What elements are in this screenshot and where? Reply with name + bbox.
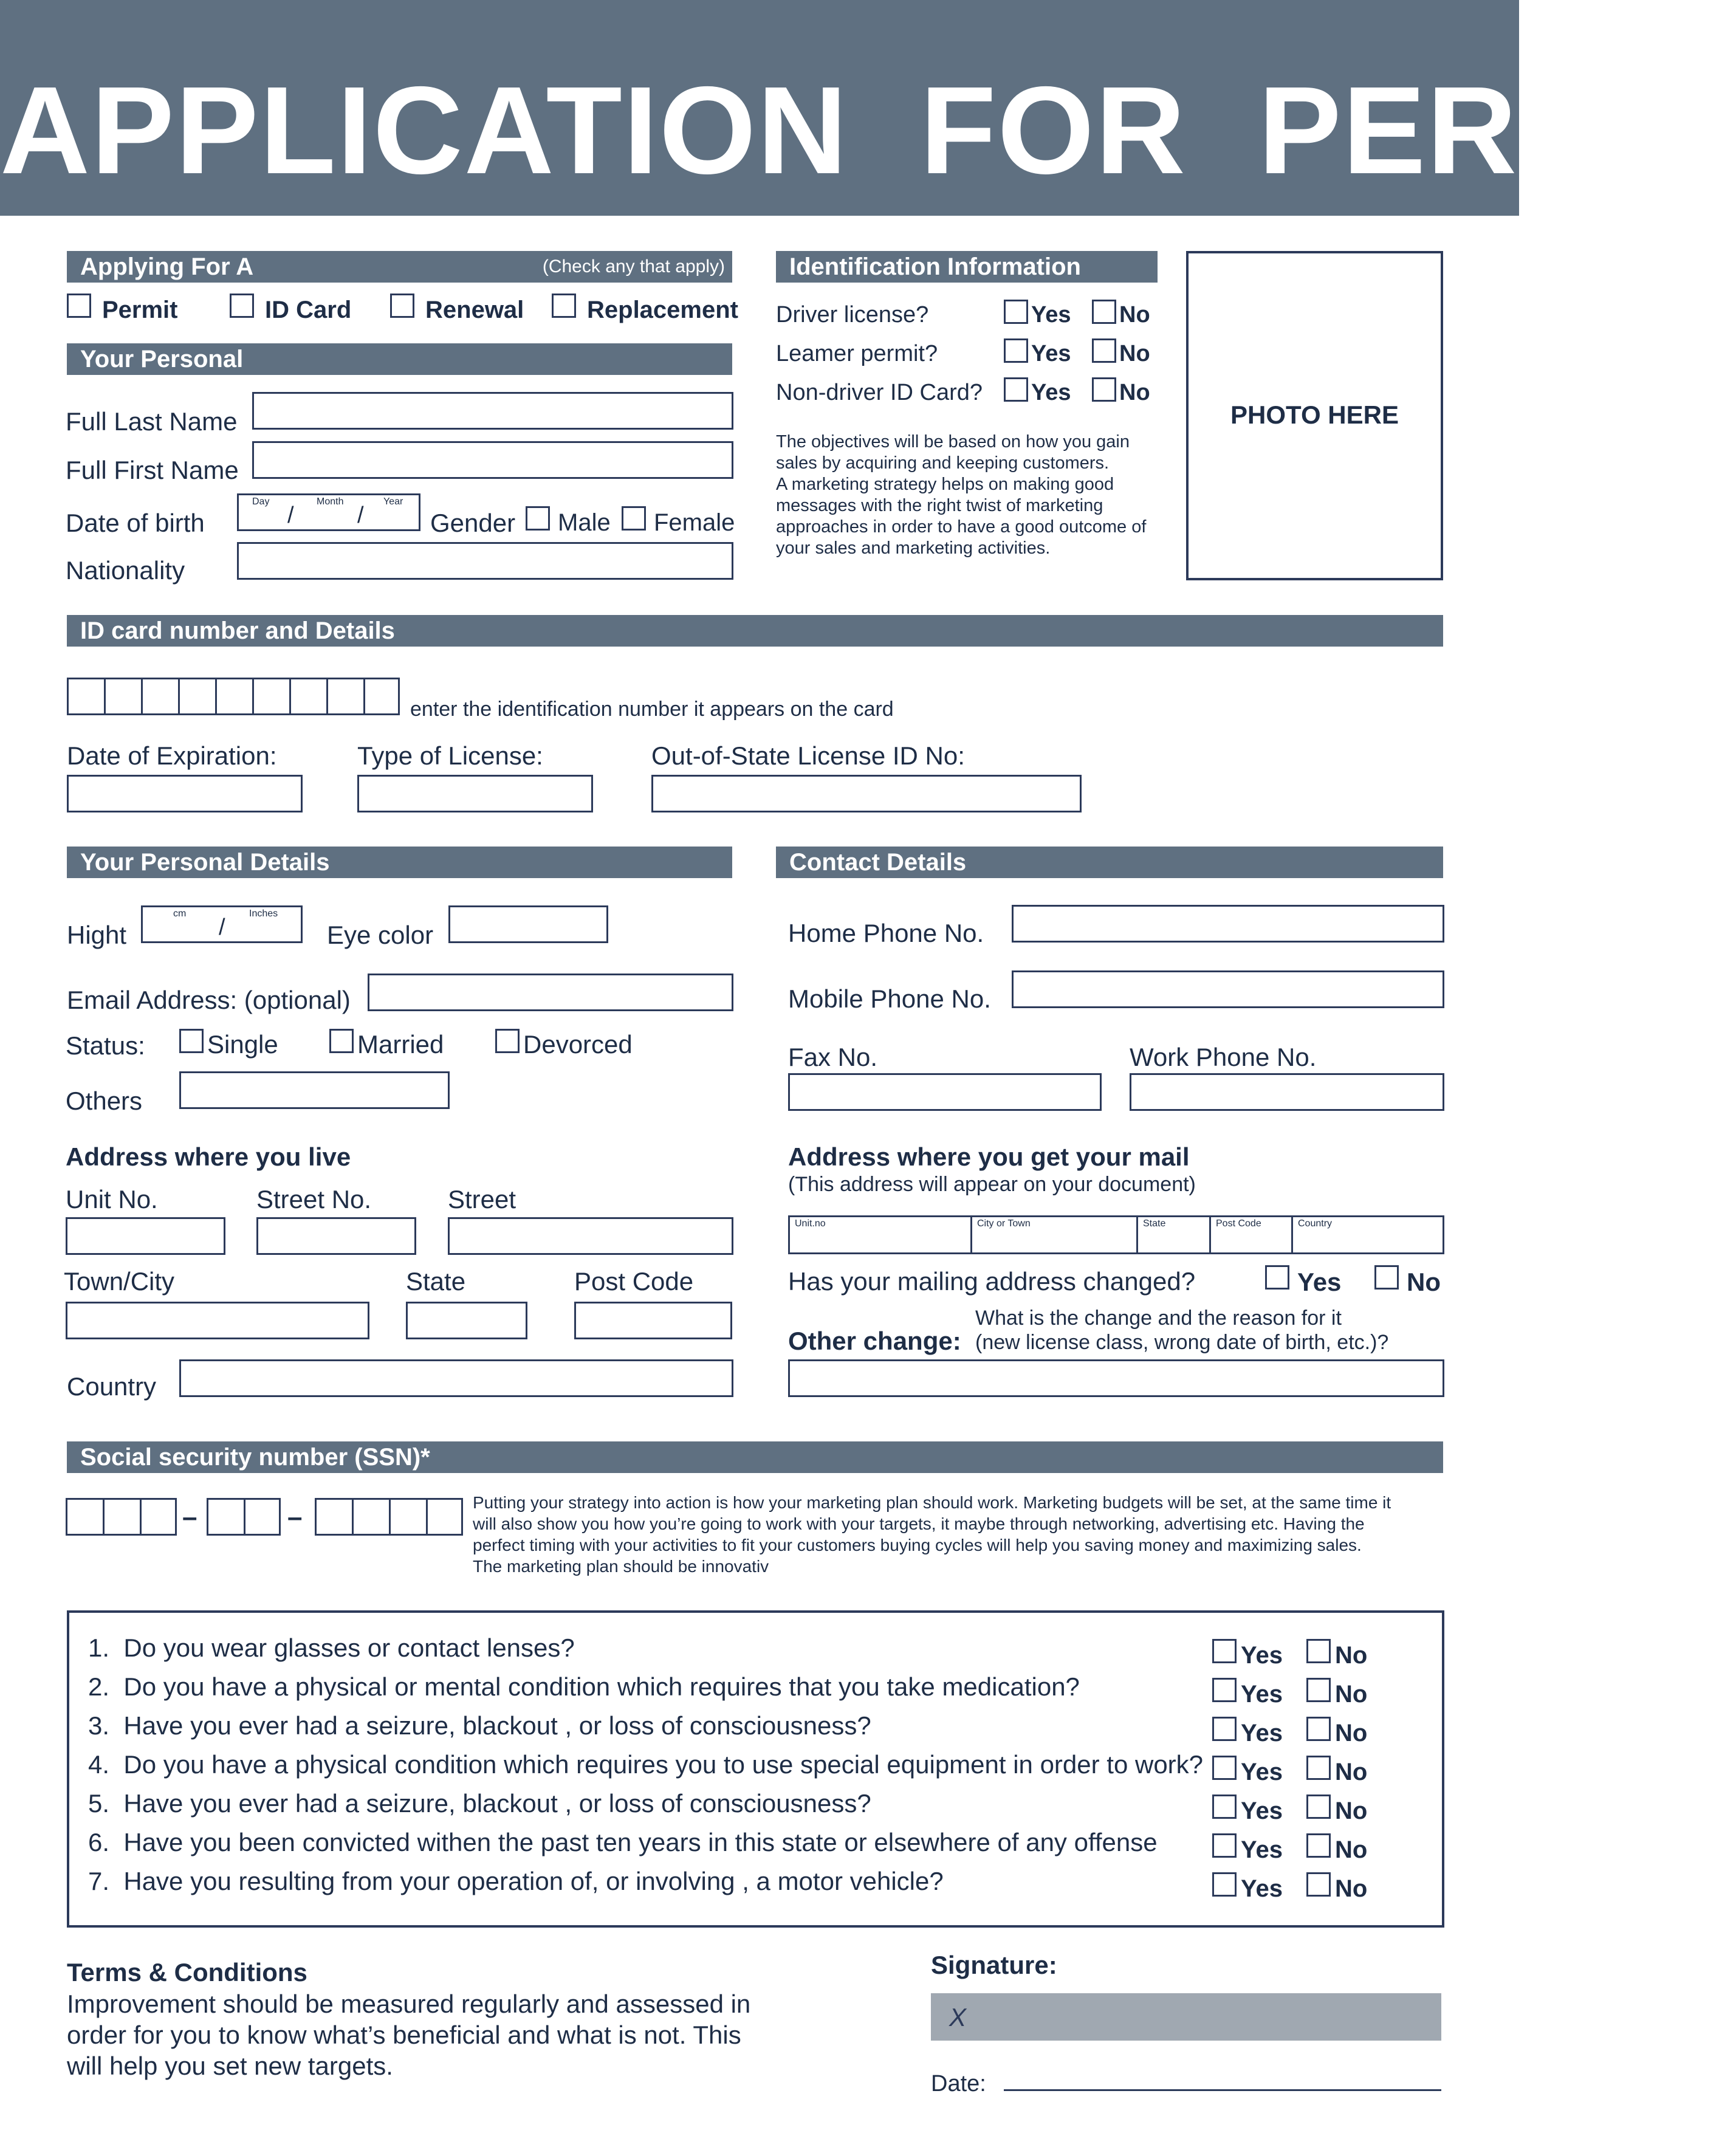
identification-paragraph-line: approaches in order to have a good outcome of: [776, 517, 1147, 537]
id-number-cells[interactable]: [67, 678, 400, 715]
eye-color-field[interactable]: [448, 905, 608, 943]
question-5-yes-label: Yes: [1241, 1798, 1283, 1824]
email-label: Email Address: (optional): [67, 986, 351, 1014]
ssn-cell[interactable]: [66, 1498, 103, 1536]
terms-heading: Terms & Conditions: [67, 1958, 307, 1987]
identification-heading: Identification Information: [789, 253, 1081, 280]
question-7: 7. Have you resulting from your operation of, or involving , a motor vehicle?: [88, 1867, 944, 1895]
expiration-field[interactable]: [67, 775, 303, 812]
other-change-label: Other change:: [788, 1327, 961, 1355]
id-number-cell[interactable]: [326, 678, 363, 715]
question-4-yes-checkbox[interactable]: [1212, 1756, 1237, 1780]
dob-month-label: Month: [317, 496, 344, 507]
contact-section-header: [776, 847, 1443, 878]
driver-license-no-checkbox[interactable]: [1092, 300, 1116, 324]
ssn-cell[interactable]: [315, 1498, 352, 1536]
permit-checkbox[interactable]: [67, 294, 91, 318]
nationality-label: Nationality: [66, 556, 185, 585]
identification-paragraph: [776, 431, 1177, 559]
identification-paragraph-line: sales by acquiring and keeping customers.: [776, 453, 1110, 473]
question-7-yes-checkbox[interactable]: [1212, 1872, 1237, 1897]
question-4: 4. Do you have a physical condition which requires you to use special equipment in order to work?: [88, 1750, 1204, 1779]
question-2-yes-label: Yes: [1241, 1681, 1283, 1708]
female-label: Female: [654, 509, 735, 536]
question-2-yes-checkbox[interactable]: [1212, 1678, 1237, 1702]
question-6: 6. Have you been convicted withen the past ten years in this state or elsewhere of any offense: [88, 1828, 1158, 1856]
ssn-paragraph-line: The marketing plan should be innovativ: [473, 1557, 769, 1576]
question-4-no-label: No: [1335, 1759, 1368, 1785]
nationality-field[interactable]: [237, 542, 733, 580]
mail-changed-no-checkbox[interactable]: [1374, 1265, 1399, 1290]
dob-label: Date of birth: [66, 509, 205, 537]
home-phone-label: Home Phone No.: [788, 919, 984, 947]
license-type-label: Type of License:: [357, 741, 543, 770]
question-2: 2. Do you have a physical or mental condition which requires that you take medication?: [88, 1672, 1080, 1701]
address-mail-heading: Address where you get your mail: [788, 1142, 1190, 1171]
replacement-label: Replacement: [587, 297, 738, 323]
expiration-label: Date of Expiration:: [67, 741, 277, 770]
email-field[interactable]: [368, 974, 733, 1011]
height-field[interactable]: [141, 905, 303, 943]
fax-field[interactable]: [788, 1073, 1102, 1111]
personal-heading: Your Personal: [80, 346, 244, 373]
identification-paragraph-line: The objectives will be based on how you gain: [776, 432, 1130, 452]
driver-license-no-label: No: [1119, 302, 1150, 328]
ssn-cell[interactable]: [426, 1498, 463, 1536]
others-field[interactable]: [179, 1071, 450, 1109]
post-code-field[interactable]: [574, 1302, 732, 1339]
learner-permit-no-label: No: [1119, 341, 1150, 366]
question-5-no-label: No: [1335, 1798, 1368, 1824]
mail-col-unit[interactable]: [790, 1217, 972, 1252]
ssn-paragraph-line: will also show you how you’re going to work with your targets, it maybe through networking, advertising etc. Having the: [473, 1514, 1365, 1533]
details-section-header: [67, 847, 732, 878]
id-number-cell[interactable]: [252, 678, 289, 715]
work-phone-field[interactable]: [1130, 1073, 1444, 1111]
photo-label: PHOTO HERE: [1230, 400, 1399, 429]
male-label: Male: [558, 509, 611, 536]
applying-section-header: [67, 251, 732, 283]
id-number-cell[interactable]: [67, 678, 104, 715]
ssn-cell[interactable]: [103, 1498, 140, 1536]
mail-col-country-label: Country: [1298, 1218, 1333, 1229]
renewal-label: Renewal: [425, 297, 524, 323]
mail-changed-yes-checkbox[interactable]: [1265, 1265, 1289, 1290]
question-1-yes-checkbox[interactable]: [1212, 1639, 1237, 1663]
license-type-field[interactable]: [357, 775, 593, 812]
ssn-cell[interactable]: [352, 1498, 389, 1536]
question-3-yes-checkbox[interactable]: [1212, 1717, 1237, 1741]
contact-heading: Contact Details: [789, 849, 967, 876]
work-phone-label: Work Phone No.: [1130, 1043, 1317, 1071]
town-field[interactable]: [66, 1302, 369, 1339]
street-no-field[interactable]: [256, 1217, 416, 1255]
identification-paragraph-line: your sales and marketing activities.: [776, 538, 1051, 558]
question-4-no-checkbox[interactable]: [1306, 1756, 1331, 1780]
mail-col-state-label: State: [1143, 1218, 1166, 1229]
ssn-part-2[interactable]: [207, 1498, 281, 1536]
renewal-checkbox[interactable]: [390, 294, 414, 318]
ssn-cell[interactable]: [244, 1498, 281, 1536]
question-1-yes-label: Yes: [1241, 1642, 1283, 1669]
ssn-dash-2: –: [287, 1502, 303, 1532]
ssn-cell[interactable]: [140, 1498, 177, 1536]
ssn-part-1[interactable]: [66, 1498, 177, 1536]
question-1-no-label: No: [1335, 1642, 1368, 1669]
height-label: Hight: [67, 921, 127, 949]
id-number-cell[interactable]: [141, 678, 178, 715]
other-change-hint-1: What is the change and the reason for it: [975, 1307, 1342, 1330]
mobile-phone-field[interactable]: [1012, 970, 1444, 1008]
unit-no-field[interactable]: [66, 1217, 225, 1255]
other-change-field[interactable]: [788, 1359, 1444, 1397]
question-3: 3. Have you ever had a seizure, blackout , or loss of consciousness?: [88, 1711, 871, 1740]
non-driver-id-label: Non-driver ID Card?: [776, 380, 983, 405]
ssn-paragraph-line: Putting your strategy into action is how your marketing plan should work. Marketing budgets will be set, at the same time it: [473, 1493, 1391, 1512]
idcard-section-header: [67, 615, 1443, 647]
address-live-heading: Address where you live: [66, 1142, 351, 1171]
gender-label: Gender: [430, 509, 516, 537]
signature-label: Signature:: [931, 1951, 1057, 1979]
date-label: Date:: [931, 2071, 986, 2097]
female-checkbox[interactable]: [622, 506, 646, 531]
male-checkbox[interactable]: [526, 506, 550, 531]
permit-label: Permit: [102, 297, 178, 323]
question-2-no-label: No: [1335, 1681, 1368, 1708]
terms-line: order for you to know what’s beneficial and what is not. This: [67, 2021, 741, 2049]
question-5: 5. Have you ever had a seizure, blackout , or loss of consciousness?: [88, 1789, 871, 1818]
ssn-part-3[interactable]: [315, 1498, 463, 1536]
last-name-label: Full Last Name: [66, 407, 238, 436]
ssn-cell[interactable]: [389, 1498, 426, 1536]
country-field[interactable]: [179, 1359, 733, 1397]
mail-col-city[interactable]: [972, 1217, 1138, 1252]
height-inches-label: Inches: [249, 908, 278, 919]
non-driver-id-no-label: No: [1119, 380, 1150, 405]
mail-col-post-label: Post Code: [1216, 1218, 1261, 1229]
divorced-label: Devorced: [523, 1030, 633, 1059]
mail-changed-no-label: No: [1407, 1268, 1441, 1296]
mail-col-state[interactable]: [1138, 1217, 1211, 1252]
id-number-cell[interactable]: [289, 678, 326, 715]
non-driver-id-yes-checkbox[interactable]: [1004, 377, 1028, 402]
divorced-checkbox[interactable]: [495, 1029, 520, 1053]
non-driver-id-no-checkbox[interactable]: [1092, 377, 1116, 402]
terms-line: will help you set new targets.: [67, 2052, 393, 2080]
single-checkbox[interactable]: [179, 1029, 204, 1053]
page-title: APPLICATION FOR PERMIT: [0, 61, 1736, 200]
signature-field[interactable]: [931, 1993, 1441, 2041]
out-of-state-label: Out-of-State License ID No:: [651, 741, 965, 770]
mail-col-post[interactable]: [1211, 1217, 1293, 1252]
mail-changed-label: Has your mailing address changed?: [788, 1267, 1196, 1296]
height-slash: /: [219, 915, 225, 940]
mail-address-field[interactable]: [788, 1215, 1444, 1254]
details-heading: Your Personal Details: [80, 849, 330, 876]
driver-license-yes-checkbox[interactable]: [1004, 300, 1028, 324]
state-label: State: [406, 1267, 466, 1296]
ssn-paragraph: [473, 1492, 1445, 1577]
non-driver-id-yes-label: Yes: [1031, 380, 1071, 405]
question-3-no-checkbox[interactable]: [1306, 1717, 1331, 1741]
question-1: 1. Do you wear glasses or contact lenses?: [88, 1633, 575, 1662]
question-4-yes-label: Yes: [1241, 1759, 1283, 1785]
terms-text: [67, 1988, 750, 2081]
id-number-hint: enter the identification number it appears on the card: [410, 698, 894, 721]
single-label: Single: [207, 1030, 278, 1059]
eye-color-label: Eye color: [327, 921, 434, 949]
home-phone-field[interactable]: [1012, 905, 1444, 943]
question-6-yes-label: Yes: [1241, 1836, 1283, 1863]
id-number-cell[interactable]: [215, 678, 252, 715]
learner-permit-yes-checkbox[interactable]: [1004, 338, 1028, 363]
driver-license-label: Driver license?: [776, 302, 929, 328]
question-6-yes-checkbox[interactable]: [1212, 1833, 1237, 1858]
replacement-checkbox[interactable]: [552, 294, 576, 318]
ssn-heading: Social security number (SSN)*: [80, 1444, 430, 1471]
learner-permit-yes-label: Yes: [1031, 341, 1071, 366]
signature-placeholder: X: [949, 2003, 967, 2032]
mail-col-unit-label: Unit.no: [795, 1218, 826, 1229]
other-change-hint-2: (new license class, wrong date of birth, etc.)?: [975, 1331, 1389, 1354]
question-5-no-checkbox[interactable]: [1306, 1795, 1331, 1819]
idcard-heading: ID card number and Details: [80, 617, 395, 644]
married-checkbox[interactable]: [329, 1029, 354, 1053]
learner-permit-no-checkbox[interactable]: [1092, 338, 1116, 363]
dob-field[interactable]: [237, 493, 420, 531]
state-field[interactable]: [406, 1302, 527, 1339]
street-label: Street: [448, 1185, 516, 1214]
married-label: Married: [357, 1030, 444, 1059]
applying-hint: (Check any that apply): [542, 256, 725, 276]
question-6-no-checkbox[interactable]: [1306, 1833, 1331, 1858]
mail-changed-yes-label: Yes: [1297, 1268, 1342, 1296]
ssn-paragraph-line: perfect timing with your activities to fit your customers buying cycles will help you saving money and maximizing sales.: [473, 1536, 1362, 1554]
dob-year-label: Year: [383, 496, 403, 507]
ssn-section-header: [67, 1441, 1443, 1473]
ssn-cell[interactable]: [207, 1498, 244, 1536]
terms-line: Improvement should be measured regularly and assessed in: [67, 1990, 751, 2018]
mail-col-city-label: City or Town: [977, 1218, 1031, 1229]
id-card-label: ID Card: [265, 297, 352, 323]
street-no-label: Street No.: [256, 1185, 372, 1214]
question-1-no-checkbox[interactable]: [1306, 1639, 1331, 1663]
question-7-yes-label: Yes: [1241, 1875, 1283, 1902]
id-card-checkbox[interactable]: [230, 294, 254, 318]
question-2-no-checkbox[interactable]: [1306, 1678, 1331, 1702]
applying-heading: Applying For A: [80, 253, 254, 280]
question-3-yes-label: Yes: [1241, 1720, 1283, 1746]
first-name-field[interactable]: [252, 441, 733, 479]
identification-paragraph-line: messages with the right twist of marketing: [776, 496, 1103, 515]
date-line[interactable]: [1004, 2089, 1441, 2091]
identification-section-header: [776, 251, 1158, 283]
out-of-state-field[interactable]: [651, 775, 1082, 812]
question-7-no-checkbox[interactable]: [1306, 1872, 1331, 1897]
address-mail-subtitle: (This address will appear on your document): [788, 1173, 1196, 1196]
first-name-label: Full First Name: [66, 456, 239, 484]
mail-col-country[interactable]: [1293, 1217, 1443, 1252]
status-label: Status:: [66, 1031, 145, 1060]
mobile-phone-label: Mobile Phone No.: [788, 984, 991, 1013]
post-code-label: Post Code: [574, 1267, 694, 1296]
dob-slash-2: /: [357, 503, 364, 528]
ssn-dash-1: –: [182, 1502, 197, 1532]
dob-slash-1: /: [287, 503, 294, 528]
last-name-field[interactable]: [252, 392, 733, 430]
height-cm-label: cm: [173, 908, 187, 919]
question-7-no-label: No: [1335, 1875, 1368, 1902]
photo-box[interactable]: [1186, 251, 1443, 580]
others-label: Others: [66, 1087, 143, 1115]
question-5-yes-checkbox[interactable]: [1212, 1795, 1237, 1819]
country-label: Country: [67, 1372, 157, 1401]
identification-paragraph-line: A marketing strategy helps on making good: [776, 475, 1114, 494]
question-3-no-label: No: [1335, 1720, 1368, 1746]
id-number-cell[interactable]: [104, 678, 141, 715]
personal-section-header: [67, 343, 732, 375]
driver-license-yes-label: Yes: [1031, 302, 1071, 328]
learner-permit-label: Leamer permit?: [776, 341, 938, 366]
street-field[interactable]: [448, 1217, 733, 1255]
unit-no-label: Unit No.: [66, 1185, 158, 1214]
question-6-no-label: No: [1335, 1836, 1368, 1863]
fax-label: Fax No.: [788, 1043, 878, 1071]
dob-day-label: Day: [252, 496, 270, 507]
id-number-cell[interactable]: [178, 678, 215, 715]
town-label: Town/City: [64, 1267, 175, 1296]
id-number-cell[interactable]: [363, 678, 400, 715]
